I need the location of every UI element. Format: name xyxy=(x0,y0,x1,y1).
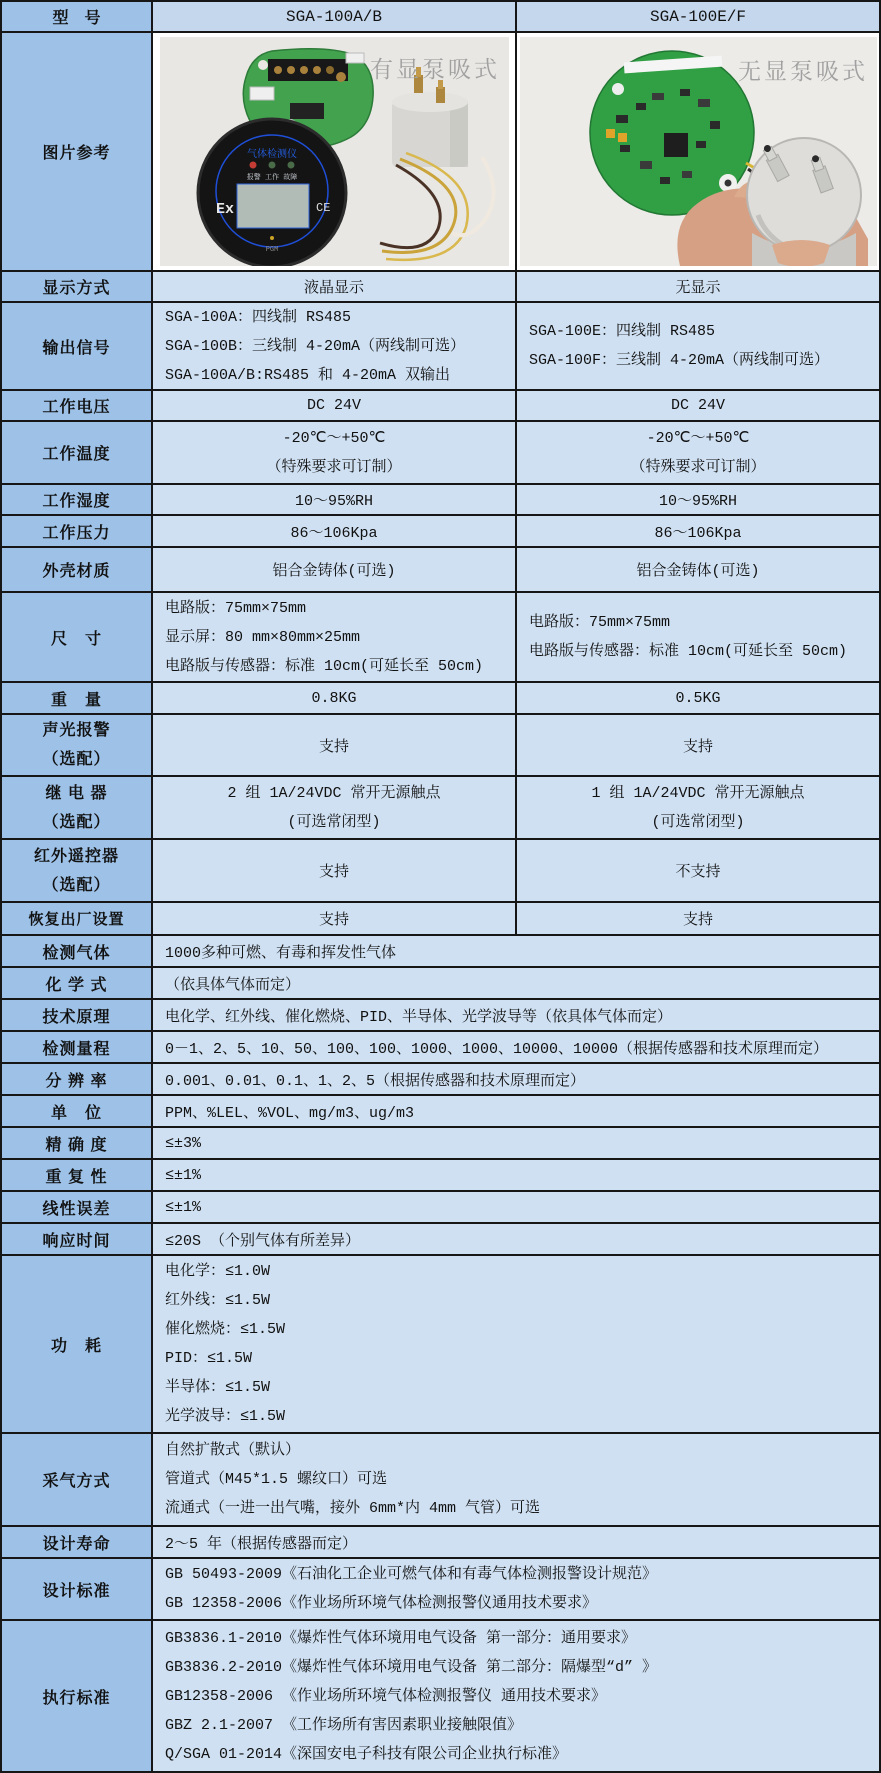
spec-value-right xyxy=(515,593,879,681)
spec-label: 重 复 性 xyxy=(2,1160,153,1190)
spec-value-span: ≤±1% xyxy=(153,1160,879,1190)
spec-row-relay xyxy=(2,777,879,840)
product-photo-left xyxy=(160,37,509,266)
spec-row-ir-remote xyxy=(2,840,879,903)
spec-value-line: GB 50493-2009《石油化工企业可燃气体和有毒气体检测报警设计规范》 xyxy=(165,1566,658,1583)
spec-value-line: GB3836.1-2010《爆炸性气体环境用电气设备 第一部分：通用要求》 xyxy=(165,1629,637,1647)
spec-row-design-standard xyxy=(2,1559,879,1621)
spec-row-resolution xyxy=(2,1064,879,1096)
spec-row-sampling xyxy=(2,1434,879,1527)
spec-value-span xyxy=(153,1434,879,1525)
photo-cell-right xyxy=(515,33,879,270)
spec-value-right: 0.5KG xyxy=(515,683,879,713)
spec-label-line: （选配） xyxy=(42,876,111,894)
spec-value-right: 支持 xyxy=(515,903,879,934)
spec-value-line: 光学波导：≤1.5W xyxy=(165,1408,286,1425)
spec-row-unit xyxy=(2,1096,879,1128)
spec-row-model xyxy=(2,2,879,33)
spec-label: 工作温度 xyxy=(2,422,153,483)
spec-value-right: 86～106Kpa xyxy=(515,516,879,546)
spec-value-line: SGA-100F：三线制 4-20mA（两线制可选） xyxy=(529,352,830,369)
spec-row-display xyxy=(2,272,879,303)
spec-row-photos xyxy=(2,33,879,272)
spec-row-gases xyxy=(2,936,879,968)
spec-value-line: 流通式（一进一出气嘴，接外 6mm*内 4mm 气管）可选 xyxy=(165,1500,541,1517)
spec-label xyxy=(2,840,153,901)
spec-label-line: 声光报警 xyxy=(42,722,111,739)
spec-value-span: PPM、%LEL、%VOL、mg/m3、ug/m3 xyxy=(153,1096,879,1126)
spec-label: 设计标准 xyxy=(2,1559,153,1619)
spec-label: 功 耗 xyxy=(2,1256,153,1432)
spec-value-right: 不支持 xyxy=(515,840,879,901)
model-left: SGA-100A/B xyxy=(153,2,515,31)
pgm-label: PGM xyxy=(265,246,278,254)
spec-value-line: PID：≤1.5W xyxy=(165,1350,253,1367)
spec-label: 线性误差 xyxy=(2,1192,153,1222)
spec-label: 检测气体 xyxy=(2,936,153,966)
spec-row-lifespan xyxy=(2,1527,879,1559)
product-photo-right xyxy=(520,37,877,266)
sensor-cylinder xyxy=(747,138,861,266)
spec-value-span: ≤20S （个别气体有所差异） xyxy=(153,1224,879,1254)
detector-title: 气体检测仪 xyxy=(246,150,297,161)
spec-label: 精 确 度 xyxy=(2,1128,153,1158)
spec-row-sound-light-alarm xyxy=(2,715,879,777)
watermark-left: 有显泵吸式 xyxy=(369,56,500,82)
spec-label: 工作电压 xyxy=(2,391,153,420)
spec-value-line: -20℃～+50℃ xyxy=(646,429,750,447)
spec-row-factory-reset xyxy=(2,903,879,936)
spec-label: 采气方式 xyxy=(2,1434,153,1525)
watermark-right: 无显泵吸式 xyxy=(737,58,868,84)
spec-value-line: （特殊要求可订制） xyxy=(266,458,402,476)
spec-row-humidity xyxy=(2,485,879,516)
spec-value-line: -20℃～+50℃ xyxy=(282,429,386,447)
spec-label-line: （选配） xyxy=(42,751,111,768)
spec-value-span: （依具体气体而定） xyxy=(153,968,879,998)
spec-value-line: (可选常闭型) xyxy=(287,813,381,831)
spec-value-line: GBZ 2.1-2007 《工作场所有害因素职业接触限值》 xyxy=(165,1716,523,1734)
spec-value-line: 显示屏：80 mm×80mm×25mm xyxy=(165,628,361,646)
spec-value-span: 电化学、红外线、催化燃烧、PID、半导体、光学波导等（依具体气体而定） xyxy=(153,1000,879,1030)
spec-value-left: 0.8KG xyxy=(153,683,515,713)
spec-value-span: 2～5 年（根据传感器而定） xyxy=(153,1527,879,1557)
spec-row-formula xyxy=(2,968,879,1000)
spec-value-right xyxy=(515,422,879,483)
spec-row-power xyxy=(2,1256,879,1434)
spec-label xyxy=(2,777,153,838)
spec-value-line: (可选常闭型) xyxy=(651,813,745,831)
spec-value-span xyxy=(153,1256,879,1432)
spec-label: 执行标准 xyxy=(2,1621,153,1771)
spec-value-line: 催化燃烧：≤1.5W xyxy=(165,1321,286,1338)
spec-label: 检测量程 xyxy=(2,1032,153,1062)
spec-label: 分 辨 率 xyxy=(2,1064,153,1094)
spec-value-line: 自然扩散式（默认） xyxy=(165,1442,301,1459)
spec-value-span: 0.001、0.01、0.1、1、2、5（根据传感器和技术原理而定） xyxy=(153,1064,879,1094)
led-labels: 报警 工作 故障 xyxy=(246,174,297,182)
spec-row-accuracy xyxy=(2,1128,879,1160)
ce-mark: CE xyxy=(315,201,330,215)
spec-label-line: （选配） xyxy=(42,813,111,831)
spec-value-line: （特殊要求可订制） xyxy=(630,458,766,476)
spec-label-line: 红外遥控器 xyxy=(33,847,119,865)
spec-value-right: 铝合金铸体(可选) xyxy=(515,548,879,591)
spec-row-repeatability xyxy=(2,1160,879,1192)
spec-value-left: 铝合金铸体(可选) xyxy=(153,548,515,591)
spec-label xyxy=(2,715,153,775)
spec-value-left xyxy=(153,422,515,483)
spec-value-line: SGA-100A/B:RS485 和 4-20mA 双输出 xyxy=(165,366,451,384)
spec-value-line: 管道式（M45*1.5 螺纹口）可选 xyxy=(165,1471,388,1488)
spec-value-line: 2 组 1A/24VDC 常开无源触点 xyxy=(227,784,441,802)
spec-value-line: 半导体：≤1.5W xyxy=(165,1379,271,1396)
spec-label: 工作湿度 xyxy=(2,485,153,514)
spec-label: 恢复出厂设置 xyxy=(2,903,153,934)
spec-value-left: 86～106Kpa xyxy=(153,516,515,546)
spec-value-right xyxy=(515,303,879,389)
spec-value-span: 1000多种可燃、有毒和挥发性气体 xyxy=(153,936,879,966)
spec-value-line: SGA-100E：四线制 RS485 xyxy=(529,323,716,340)
spec-value-right: 10～95%RH xyxy=(515,485,879,514)
spec-value-right: DC 24V xyxy=(515,391,879,420)
spec-value-line: SGA-100B：三线制 4-20mA（两线制可选） xyxy=(165,337,466,355)
spec-value-line: 电化学：≤1.0W xyxy=(165,1263,271,1280)
spec-value-left: 液晶显示 xyxy=(153,272,515,301)
photos-label: 图片参考 xyxy=(2,33,153,270)
spec-value-line: Q/SGA 01-2014《深国安电子科技有限公司企业执行标准》 xyxy=(165,1745,568,1763)
ex-mark: Ex xyxy=(215,201,234,218)
spec-value-line: 红外线：≤1.5W xyxy=(165,1292,271,1309)
spec-row-linearity xyxy=(2,1192,879,1224)
spec-row-principle xyxy=(2,1000,879,1032)
spec-label: 尺 寸 xyxy=(2,593,153,681)
spec-value-left: 支持 xyxy=(153,903,515,934)
spec-value-line: GB12358-2006 《作业场所环境气体检测报警仪 通用技术要求》 xyxy=(165,1687,607,1705)
spec-value-span xyxy=(153,1621,879,1771)
photo-cell-left xyxy=(153,33,515,270)
spec-label: 单 位 xyxy=(2,1096,153,1126)
spec-label: 技术原理 xyxy=(2,1000,153,1030)
spec-value-line: 电路版与传感器：标准 10cm(可延长至 50cm) xyxy=(529,643,848,660)
spec-value-line: 电路版与传感器：标准 10cm(可延长至 50cm) xyxy=(165,657,484,675)
spec-row-output xyxy=(2,303,879,391)
spec-value-right: 支持 xyxy=(515,715,879,775)
spec-value-right: 无显示 xyxy=(515,272,879,301)
spec-label: 外壳材质 xyxy=(2,548,153,591)
spec-label: 显示方式 xyxy=(2,272,153,301)
spec-row-voltage xyxy=(2,391,879,422)
spec-row-temperature xyxy=(2,422,879,485)
spec-row-weight xyxy=(2,683,879,715)
model-right: SGA-100E/F xyxy=(515,2,879,31)
spec-row-dimensions xyxy=(2,593,879,683)
spec-value-line: 1 组 1A/24VDC 常开无源触点 xyxy=(591,784,805,802)
spec-value-left: 10～95%RH xyxy=(153,485,515,514)
gas-detector-front xyxy=(198,119,346,266)
spec-row-housing xyxy=(2,548,879,593)
spec-label: 输出信号 xyxy=(2,303,153,389)
spec-value-left: DC 24V xyxy=(153,391,515,420)
spec-value-line: SGA-100A：四线制 RS485 xyxy=(165,308,352,326)
spec-row-response-time xyxy=(2,1224,879,1256)
spec-value-span: 0－1、2、5、10、50、100、100、1000、1000、10000、10000（根据传感器和技术原理而定） xyxy=(153,1032,879,1062)
spec-row-range xyxy=(2,1032,879,1064)
spec-value-line: GB3836.2-2010《爆炸性气体环境用电气设备 第二部分：隔爆型“d” 》 xyxy=(165,1658,658,1676)
spec-value-left xyxy=(153,593,515,681)
thumb xyxy=(772,240,830,266)
spec-value-left: 支持 xyxy=(153,715,515,775)
spec-value-line: GB 12358-2006《作业场所环境气体检测报警仪通用技术要求》 xyxy=(165,1595,598,1612)
spec-value-span xyxy=(153,1559,879,1619)
spec-label: 设计寿命 xyxy=(2,1527,153,1557)
spec-value-left xyxy=(153,777,515,838)
spec-label: 响应时间 xyxy=(2,1224,153,1254)
spec-value-line: 电路版：75mm×75mm xyxy=(529,614,671,631)
spec-row-exec-standard xyxy=(2,1621,879,1771)
spec-value-left: 支持 xyxy=(153,840,515,901)
spec-value-right xyxy=(515,777,879,838)
spec-label: 工作压力 xyxy=(2,516,153,546)
spec-label: 重 量 xyxy=(2,683,153,713)
spec-row-pressure xyxy=(2,516,879,548)
spec-value-span: ≤±3% xyxy=(153,1128,879,1158)
spec-label: 化 学 式 xyxy=(2,968,153,998)
spec-value-span: ≤±1% xyxy=(153,1192,879,1222)
spec-value-line: 电路版：75mm×75mm xyxy=(165,599,307,617)
model-label: 型 号 xyxy=(2,2,153,31)
spec-label-line: 继 电 器 xyxy=(45,784,108,802)
spec-value-left xyxy=(153,303,515,389)
